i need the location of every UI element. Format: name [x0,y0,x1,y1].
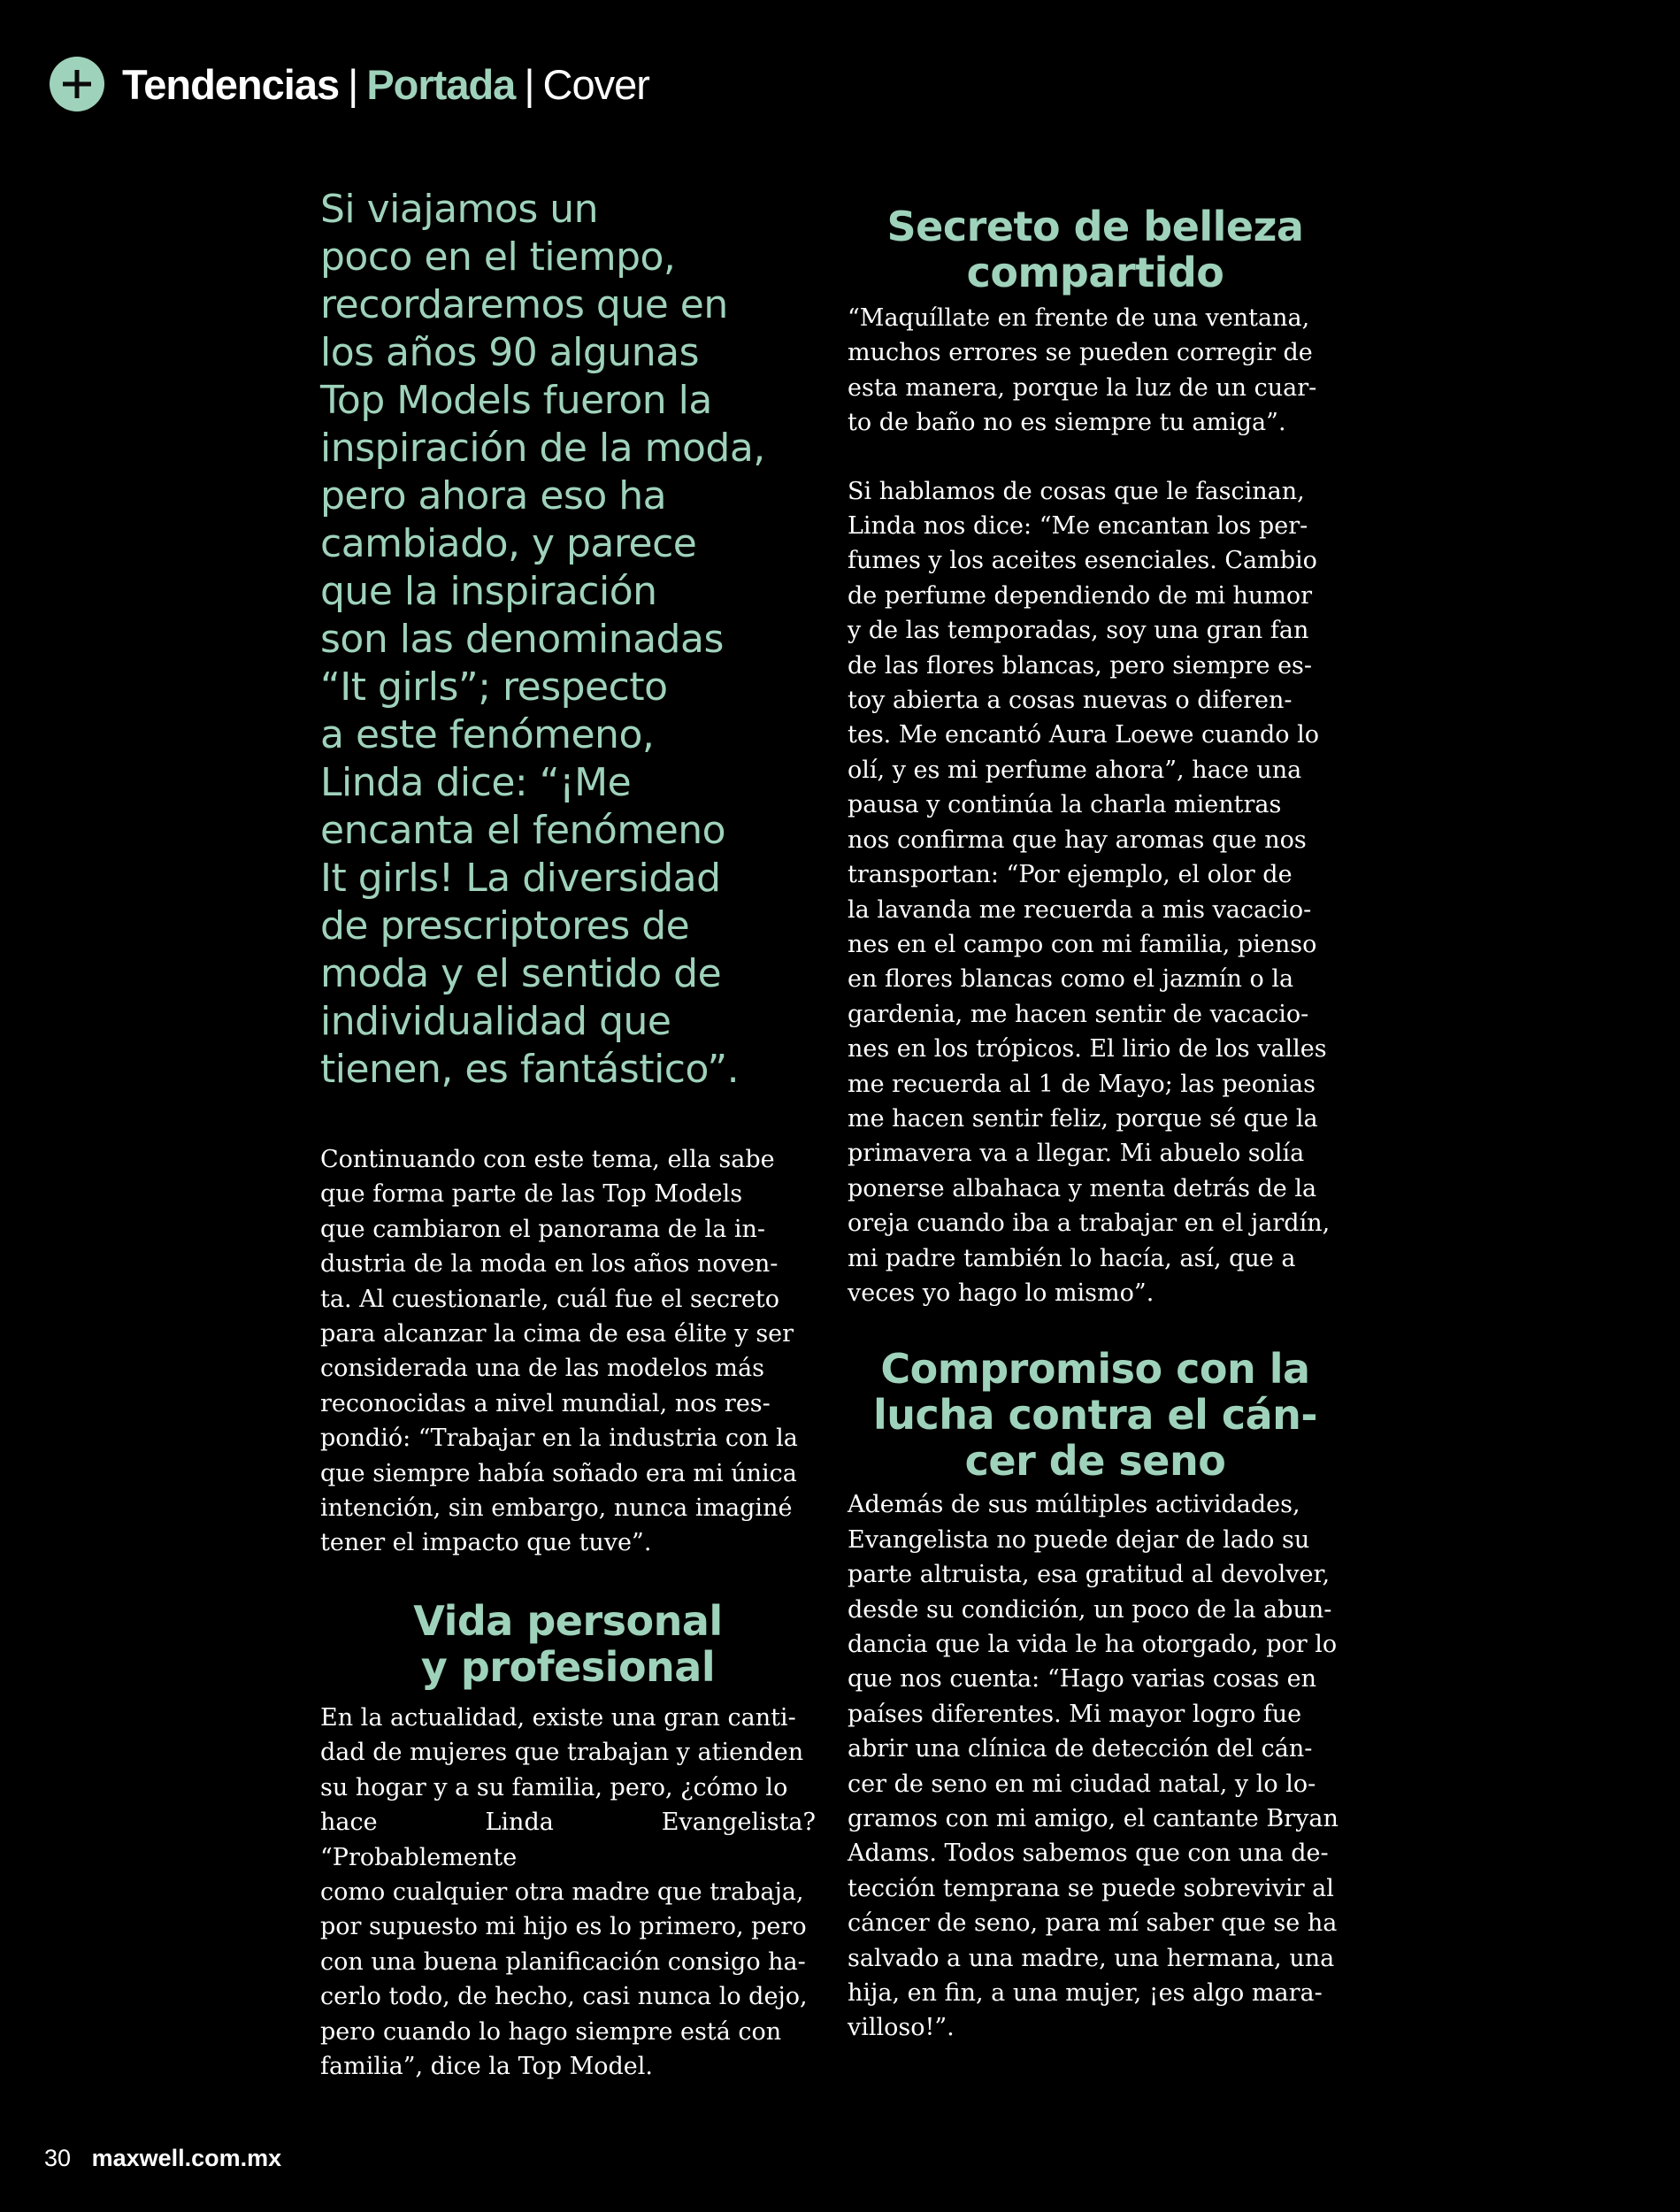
right-column [848,204,1343,2046]
section-subhead: Secreto de belleza compartido [886,203,1304,296]
left-column [320,186,816,2084]
header-section: Tendencias [122,60,340,108]
header-subsection: Cover [542,60,649,108]
site-url: maxwell.com.mx [91,2145,282,2171]
article-paragraph: “Maquíllate en frente de una ventana, muchos errores se pueden corregir de esta manera, porque la luz de un cuar- to de baño no es siempre tu amiga”. [848,304,1317,437]
section-subhead: Vida personal y profesional [413,1596,723,1691]
article-paragraph: Si hablamos de cosas que le fascinan, Linda nos dice: “Me encantan los per- fumes y los aceites esenciales. Cambio de perfume dependiendo de mi humor y de las temporadas, soy una gran fan de las flores blancas, pero siempre es- toy abierta a cosas nuevas o diferen- tes. Me encantó Aura Loewe cuando lo olí, y es mi perfume ahora”, hace una pausa y continúa la charla mientras nos confirma que hay aromas que nos transportan: “Por ejemplo, el olor de la lavanda me recuerda a mis vacacio- nes en el campo con mi familia, pienso en flores blancas como el jazmín o la gardenia, me hacen sentir de vacacio- nes en los trópicos. El lirio de los valles me recuerda al 1 de Mayo; las peonias me hacen sentir feliz, porque sé que la primavera va a llegar. Mi abuelo solía ponerse albahaca y menta detrás de la oreja cuando iba a trabajar en el jardín, mi padre también lo hacía, así, que a veces yo hago lo mismo”. [848,477,1331,1307]
header-divider: | [524,60,534,108]
article-paragraph: Continuando con este tema, ella sabe que forma parte de las Top Models que cambiaron el panorama de la in- dustria de la moda en los años noven- ta. Al cuestionarle, cuál fue el secreto para alcanzar la cima de esa élite y ser considerada una de las modelos más reconocidas a nivel mundial, nos res- pondió: “Trabajar en la industria con la que siempre había soñado era mi única intención, sin embargo, nunca imaginé tener el impacto que tuve”. [320,1146,798,1557]
pull-quote: Si viajamos un poco en el tiempo, recordaremos que en los años 90 algunas Top Models fueron la inspiración de la moda, pero ahora eso ha cambiado, y parece que la inspiración son las denominadas “It girls”; respecto a este fenómeno, Linda dice: “¡Me encanta el fenómeno It girls! La diversidad de prescriptores de moda y el sentido de individualidad que tienen, es fantástico”. [320,187,765,1092]
header-divider: | [348,60,358,108]
article-paragraph: En la actualidad, existe una gran canti- dad de mujeres que trabajan y atienden su hogar y a su familia, pero, ¿cómo lo hace Linda Evangelista? “Probablemente como cualquier otra madre que trabaja, por supuesto mi hijo es lo primero, pero con una buena planificación consigo ha- cerlo todo, de hecho, casi nunca lo dejo, pero cuando lo hago siempre está con familia”, dice la Top Model. [320,1703,816,2080]
section-header [50,55,649,113]
page-number: 30 [44,2145,72,2171]
header-current-section: Portada [366,60,516,108]
plus-icon [50,57,104,111]
page-footer [44,2145,281,2172]
section-subhead: Compromiso con la lucha contra el cán- cer de seno [872,1345,1318,1486]
article-paragraph: Además de sus múltiples actividades, Evangelista no puede dejar de lado su parte altruista, esa gratitud al devolver, desde su condición, un poco de la abun- dancia que la vida le ha otorgado, por lo que nos cuenta: “Hago varias cosas en países diferentes. Mi mayor logro fue abrir una clínica de detección del cán- cer de seno en mi ciudad natal, y lo lo- gramos con mi amigo, el cantante Bryan Adams. Todos sabemos que con una de- tección temprana se puede sobrevivir al cáncer de seno, para mí saber que se ha salvado a una madre, una hermana, una hija, en fin, a una mujer, ¡es algo mara- villoso!”. [848,1491,1339,2042]
